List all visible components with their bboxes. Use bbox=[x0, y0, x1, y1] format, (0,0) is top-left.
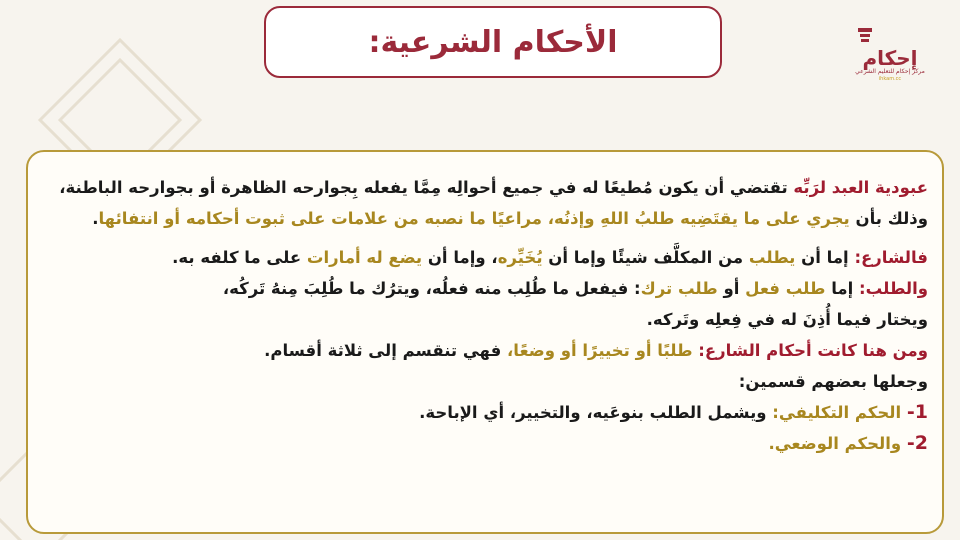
hence-line: ومن هنا كانت أحكام الشارع: طلبًا أو تخييرًا أو وضعًا، فهي تنقسم إلى ثلاثة أقسام. bbox=[264, 341, 928, 360]
logo-link: ihkam.cc bbox=[878, 76, 902, 82]
takhyir-line: ويختار فيما أُذِنَ له في فِعلِه وتَركه. bbox=[646, 310, 928, 329]
rules-block bbox=[44, 242, 928, 459]
page-title: الأحكام الشرعية: bbox=[368, 24, 618, 60]
logo bbox=[852, 24, 928, 94]
shari-line: فالشارع: إما أن يطلب من المكلَّف شيئًا وإما أن يُخَيِّره، وإما أن يضع له أمارات على ما كلفه به. bbox=[172, 248, 928, 267]
list-item-2: 2- والحكم الوضعي. bbox=[768, 432, 928, 454]
some-line: وجعلها بعضهم قسمين: bbox=[738, 372, 928, 391]
list-item-1: 1- الحكم التكليفي: ويشمل الطلب بنوعَيه، والتخيير، أي الإباحة. bbox=[419, 401, 928, 423]
title-box bbox=[264, 6, 722, 78]
talab-line: والطلب: إما طلب فعل أو طلب ترك: فيفعل ما طُلِب منه فعلُه، ويترُك ما طُلِبَ مِنهُ تَركُه، bbox=[222, 279, 928, 298]
content-box bbox=[26, 150, 944, 534]
logo-word: إحكام bbox=[862, 46, 918, 70]
intro-lead: عبودية العبد لرَبِّه bbox=[793, 178, 928, 197]
logo-subtitle: مركز إحكام للتعليم الشرعي bbox=[855, 68, 925, 75]
intro-highlight: يجري على ما يقتَضِيه طلبُ اللهِ وإذنُه، bbox=[547, 209, 850, 228]
intro-paragraph: عبودية العبد لرَبِّه تقتضي أن يكون مُطيعًا له في جميع أحوالِه مِمَّا يفعله بِجوارحه الظاهرة أو بجوارحه الباطنة، وذلك بأن يجري على ما يقتَضِيه طلبُ اللهِ وإذنُه، مراعيًا ما نصبه من علامات على ثبوت أحكامه أو انتفائها. bbox=[59, 178, 928, 228]
